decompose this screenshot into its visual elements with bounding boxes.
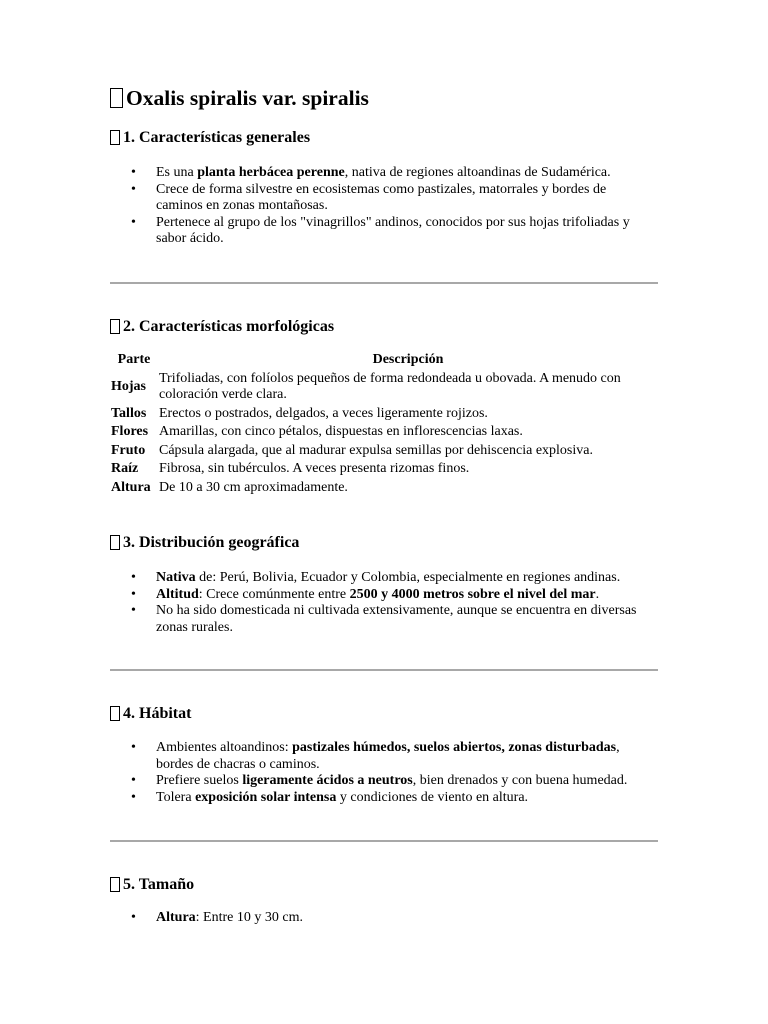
list-general — [110, 165, 658, 248]
list-size — [110, 910, 658, 927]
table-cell-part: Hojas — [111, 378, 146, 394]
table-cell-description: Trifoliadas, con folíolos pequeños de forma redondeada u obovada. A menudo con coloración verde clara. — [159, 370, 621, 402]
table-cell-description: Fibrosa, sin tubérculos. A veces presenta rizomas finos. — [159, 461, 470, 476]
table-cell-part: Altura — [111, 479, 151, 495]
list-item — [110, 570, 658, 587]
table-cell-description: De 10 a 30 cm aproximadamente. — [159, 479, 348, 495]
text-run: Prefiere suelos — [156, 773, 243, 789]
text-run: Crece de forma silvestre en ecosistemas como pastizales, matorrales y bordes de caminos en zonas montañosas. — [156, 181, 607, 214]
list-item — [110, 182, 658, 215]
list-item — [110, 740, 658, 773]
page-title — [110, 84, 369, 112]
bold-text: planta herbácea perenne — [197, 165, 345, 180]
section-divider — [110, 669, 658, 671]
table-row — [110, 480, 658, 499]
text-run: : Entre 10 y 30 cm. — [195, 910, 303, 925]
text-run: No ha sido domesticada ni cultivada extensivamente, aunque se encuentra en diversas zonas rurales. — [156, 603, 637, 635]
table-cell-description: Erectos o postrados, delgados, a veces ligeramente rojizos. — [159, 405, 488, 421]
list-item — [110, 215, 658, 248]
table-cell-part: Flores — [111, 424, 149, 439]
missing-glyph-icon — [110, 706, 120, 721]
bold-text: pastizales húmedos, suelos abiertos, zonas disturbadas — [292, 740, 617, 755]
text-run: y condiciones de viento en altura. — [336, 789, 529, 805]
missing-glyph-icon — [110, 130, 120, 145]
list-item — [110, 790, 658, 807]
section-heading-text: 3. Distribución geográfica — [123, 534, 300, 551]
text-run: Pertenece al grupo de los "vinagrillos" andinos, conocidos por sus hojas trifoliadas y sabor ácido. — [156, 214, 630, 247]
table-cell-part: Raíz — [111, 461, 139, 476]
table-header-row — [110, 352, 658, 371]
table-row — [110, 371, 658, 406]
list-distribution — [110, 570, 658, 636]
list-habitat — [110, 740, 658, 806]
section-heading-distribution — [110, 533, 299, 553]
section-divider — [110, 840, 658, 842]
bold-text: ligeramente ácidos a neutros — [242, 773, 413, 789]
section-heading-text: 5. Tamaño — [123, 876, 195, 893]
missing-glyph-icon — [110, 88, 123, 108]
section-heading-general — [110, 128, 310, 148]
missing-glyph-icon — [110, 535, 120, 550]
text-run: Ambientes altoandinos: — [156, 740, 293, 755]
list-item — [110, 773, 658, 790]
table-cell-part: Tallos — [111, 405, 147, 421]
table-cell-part: Fruto — [111, 442, 146, 458]
text-run: , nativa de regiones altoandinas de Sudamérica. — [344, 165, 611, 180]
table-cell-description: Cápsula alargada, que al madurar expulsa semillas por dehiscencia explosiva. — [159, 442, 593, 458]
bold-text: Altura — [156, 910, 196, 925]
table-row — [110, 461, 658, 480]
list-item — [110, 603, 658, 636]
table-row — [110, 424, 658, 443]
list-item — [110, 910, 658, 927]
text-run: Tolera — [156, 789, 196, 805]
bold-text: 2500 y 4000 metros sobre el nivel del mar — [349, 586, 596, 602]
table-header-description: Descripción — [372, 352, 444, 367]
missing-glyph-icon — [110, 877, 120, 892]
section-heading-size — [110, 875, 194, 895]
table-header-part: Parte — [117, 352, 151, 367]
list-item — [110, 165, 658, 182]
section-heading-text: 2. Características morfológicas — [123, 318, 335, 335]
section-heading-morphology — [110, 317, 334, 337]
section-heading-text: 4. Hábitat — [123, 705, 192, 722]
bold-text: Nativa — [156, 570, 196, 585]
section-heading-text: 1. Características generales — [123, 129, 311, 146]
section-heading-habitat — [110, 704, 191, 724]
table-cell-description: Amarillas, con cinco pétalos, dispuestas en inflorescencias laxas. — [159, 424, 523, 439]
missing-glyph-icon — [110, 319, 120, 334]
text-run: . — [595, 586, 600, 602]
page-title-text: Oxalis spiralis var. spiralis — [126, 86, 369, 110]
bold-text: exposición solar intensa — [195, 789, 337, 805]
table-row — [110, 406, 658, 425]
text-run: , bien drenados y con buena humedad. — [412, 773, 628, 789]
table-row — [110, 443, 658, 462]
list-item — [110, 587, 658, 604]
bold-text: Altitud — [156, 586, 199, 602]
text-run: : Crece comúnmente entre — [198, 586, 350, 602]
text-run: , bordes de chacras o caminos. — [156, 740, 620, 772]
text-run: Es una — [156, 165, 198, 180]
text-run: de: Perú, Bolivia, Ecuador y Colombia, especialmente en regiones andinas. — [195, 570, 621, 585]
section-divider — [110, 282, 658, 284]
morphology-table — [110, 352, 658, 498]
